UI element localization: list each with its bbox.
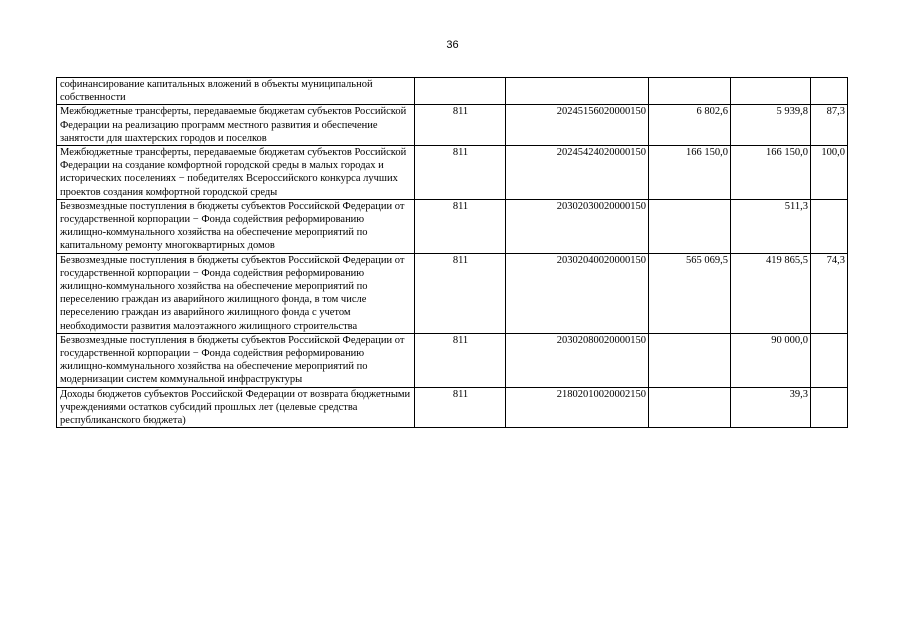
table-row (57, 146, 848, 200)
revenue-name-cell: Безвозмездные поступления в бюджеты субъектов Российской Федерации от государственной корпорации − Фонда содействия реформированию жилищно-коммунального хозяйства на обеспечение мероприятий по модернизации систем коммунальной инфраструктуры (57, 333, 415, 387)
revenue-name-cell: Межбюджетные трансферты, передаваемые бюджетам субъектов Российской Федерации на создание комфортной городской среды в малых городах и исторических поселениях − победителях Всероссийского конкурса лучших проектов создания комфортной городской среды (57, 146, 415, 200)
actual-amount-cell: 5 939,8 (731, 105, 811, 146)
admin-code-cell: 811 (415, 146, 506, 200)
admin-code-cell: 811 (415, 333, 506, 387)
table-row (57, 333, 848, 387)
admin-code-cell: 811 (415, 199, 506, 253)
execution-percent-cell (811, 78, 848, 105)
table-row (57, 253, 848, 333)
plan-amount-cell (649, 78, 731, 105)
execution-percent-cell (811, 199, 848, 253)
revenue-name-cell: Безвозмездные поступления в бюджеты субъектов Российской Федерации от государственной корпорации − Фонда содействия реформированию жилищно-коммунального хозяйства на обеспечение мероприятий по капитальному ремонту многоквартирных домов (57, 199, 415, 253)
admin-code-cell: 811 (415, 387, 506, 428)
budget-revenue-table (56, 77, 848, 428)
plan-amount-cell: 565 069,5 (649, 253, 731, 333)
execution-percent-cell (811, 333, 848, 387)
budget-code-cell: 21802010020002150 (506, 387, 649, 428)
actual-amount-cell: 90 000,0 (731, 333, 811, 387)
execution-percent-cell: 87,3 (811, 105, 848, 146)
revenue-name-cell: софинансирование капитальных вложений в объекты муниципальной собственности (57, 78, 415, 105)
admin-code-cell: 811 (415, 105, 506, 146)
budget-code-cell (506, 78, 649, 105)
revenue-name-cell: Безвозмездные поступления в бюджеты субъектов Российской Федерации от государственной корпорации − Фонда содействия реформированию жилищно-коммунального хозяйства на обеспечение мероприятий по переселению граждан из аварийного жилищного фонда, в том числе переселению граждан из аварийного жилищного фонда с учетом необходимости развития малоэтажного жилищного строительства (57, 253, 415, 333)
plan-amount-cell (649, 387, 731, 428)
execution-percent-cell: 74,3 (811, 253, 848, 333)
budget-code-cell: 20302080020000150 (506, 333, 649, 387)
plan-amount-cell (649, 199, 731, 253)
actual-amount-cell: 166 150,0 (731, 146, 811, 200)
budget-code-cell: 20245424020000150 (506, 146, 649, 200)
budget-code-cell: 20302030020000150 (506, 199, 649, 253)
admin-code-cell (415, 78, 506, 105)
actual-amount-cell: 511,3 (731, 199, 811, 253)
plan-amount-cell: 6 802,6 (649, 105, 731, 146)
plan-amount-cell (649, 333, 731, 387)
table-row (57, 105, 848, 146)
revenue-name-cell: Межбюджетные трансферты, передаваемые бюджетам субъектов Российской Федерации на реализацию программ местного развития и обеспечение занятости для шахтерских городов и поселков (57, 105, 415, 146)
table-row (57, 199, 848, 253)
plan-amount-cell: 166 150,0 (649, 146, 731, 200)
page-number: 36 (446, 39, 459, 51)
actual-amount-cell: 419 865,5 (731, 253, 811, 333)
execution-percent-cell (811, 387, 848, 428)
table-row (57, 387, 848, 428)
table-row (57, 78, 848, 105)
actual-amount-cell: 39,3 (731, 387, 811, 428)
admin-code-cell: 811 (415, 253, 506, 333)
revenue-name-cell: Доходы бюджетов субъектов Российской Федерации от возврата бюджетными учреждениями остатков субсидий прошлых лет (целевые средства республиканского бюджета) (57, 387, 415, 428)
budget-code-cell: 20245156020000150 (506, 105, 649, 146)
budget-code-cell: 20302040020000150 (506, 253, 649, 333)
actual-amount-cell (731, 78, 811, 105)
execution-percent-cell: 100,0 (811, 146, 848, 200)
